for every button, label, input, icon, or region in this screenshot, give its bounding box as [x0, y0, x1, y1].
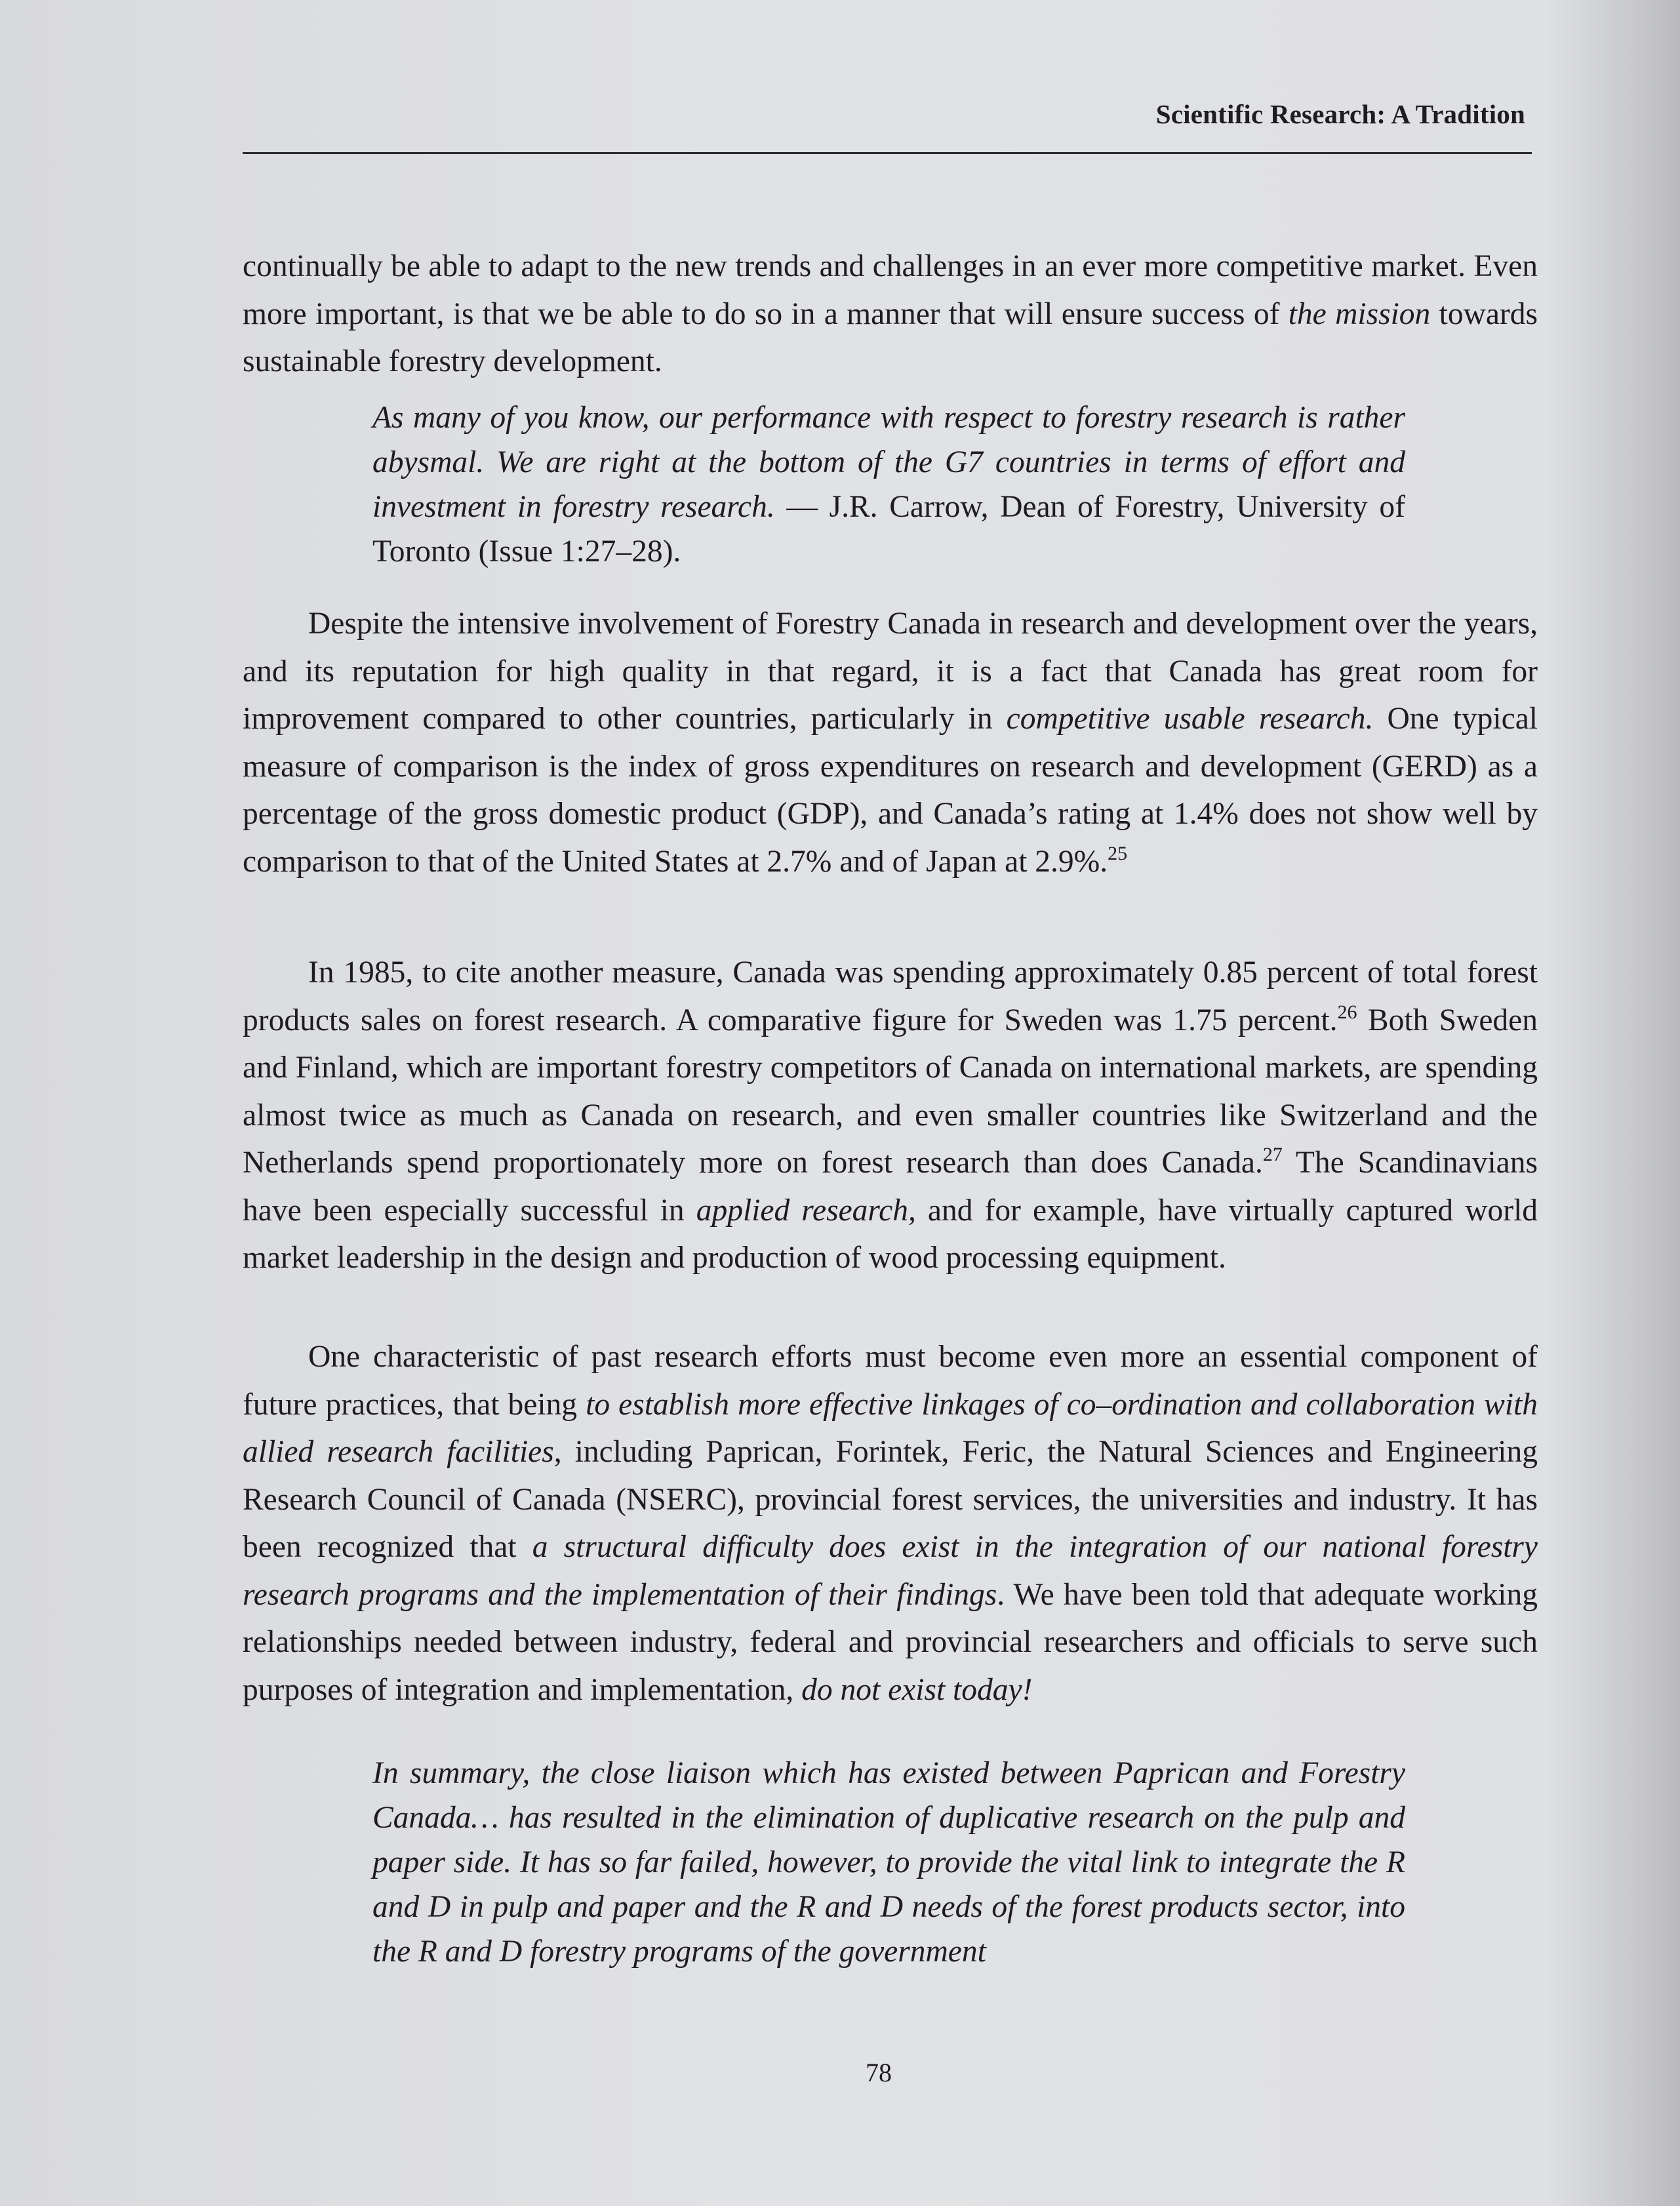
running-header-title: Scientific Research: A Tradition: [1155, 99, 1525, 129]
paragraph-2: [243, 600, 1538, 885]
paragraph-4-italic-c: do not exist today!: [801, 1672, 1033, 1707]
paragraph-3: [243, 949, 1538, 1282]
paragraph-1-italic: the mission: [1288, 296, 1431, 331]
block-quote-paprican: [372, 1751, 1405, 1974]
paragraph-3-text-b: Both Sweden and Finland, which are important forestry competitors of Canada on international markets, are spending almost twice as much as Canada on research, and even smaller countries like Switzerland and the Netherlands spend proportionately more on forest research than does Canada.: [243, 1003, 1538, 1180]
paragraph-4: [243, 1333, 1538, 1714]
paragraph-4-italic-a: to establish more effective linkages of co–ordination and collaboration with allied research facilities: [243, 1387, 1538, 1469]
block-quote-carrow-attribution: — J.R. Carrow, Dean of Forestry, University of Toronto (Issue 1:27–28).: [372, 490, 1405, 569]
paragraph-4-text-a: One characteristic of past research efforts must become even more an essential component of future practices, that being: [243, 1340, 1538, 1422]
paragraph-3-text-a: In 1985, to cite another measure, Canada was spending approximately 0.85 percent of total forest products sales on forest research. A comparative figure for Sweden was 1.75 percent.: [243, 955, 1538, 1037]
paragraph-3-italic: applied research,: [696, 1193, 916, 1228]
footnote-ref-26[interactable]: 26: [1337, 1001, 1357, 1023]
footnote-ref-27[interactable]: 27: [1262, 1144, 1283, 1165]
block-quote-carrow-italic: As many of you know, our performance with respect to forestry research is rather abysmal. We are right at the bottom of the G7 countries in terms of effort and investment in forestry research.: [372, 401, 1405, 524]
paragraph-3-text-c: The Scandinavians have been especially successful in: [243, 1146, 1538, 1228]
paragraph-2-text-b: One typical measure of comparison is the index of gross expenditures on research and development (GERD) as a percentage of the gross domestic product (GDP), and Canada’s rating at 1.4% does not show well by comparison to that of the United States at 2.7% and of Japan at 2.9%.: [243, 702, 1538, 879]
paragraph-1-text-b: towards sustainable forestry development.: [243, 296, 1538, 378]
paragraph-1-text-a: continually be able to adapt to the new trends and challenges in an ever more competitive market. Even more important, is that we be able to do so in a manner that will ensure success of: [243, 249, 1538, 331]
footnote-ref-25[interactable]: 25: [1108, 842, 1128, 864]
header-rule: [243, 152, 1532, 154]
paragraph-3-text-d: and for example, have virtually captured world market leadership in the design and production of wood processing equipment.: [243, 1193, 1538, 1275]
paragraph-4-text-b: , including Paprican, Forintek, Feric, the Natural Sciences and Engineering Research Council of Canada (NSERC), provincial forest services, the universities and industry. It has been recognized that: [243, 1435, 1538, 1564]
paragraph-1: [243, 243, 1538, 386]
paragraph-2-text-a: Despite the intensive involvement of Forestry Canada in research and development over the years, and its reputation for high quality in that regard, it is a fact that Canada has great room for improvement compared to other countries, particularly in: [243, 607, 1538, 736]
paragraph-4-italic-b: a structural difficulty does exist in the integration of our national forestry research programs and the implementation of their findings: [243, 1530, 1538, 1612]
block-quote-carrow: [372, 395, 1405, 574]
page-number: 78: [866, 2058, 892, 2087]
block-quote-paprican-italic: In summary, the close liaison which has existed between Paprican and Forestry Canada… has resulted in the elimination of duplicative research on the pulp and paper side. It has so far failed, however, to provide the vital link to integrate the R and D in pulp and paper and the R and D needs of the forest products sector, into the R and D forestry programs of the government: [372, 1756, 1405, 1969]
paragraph-2-italic: competitive usable research.: [1006, 702, 1374, 736]
paragraph-4-text-c: . We have been told that adequate working relationships needed between industry, federal and provincial researchers and officials to serve such purposes of integration and implementation,: [243, 1577, 1538, 1707]
